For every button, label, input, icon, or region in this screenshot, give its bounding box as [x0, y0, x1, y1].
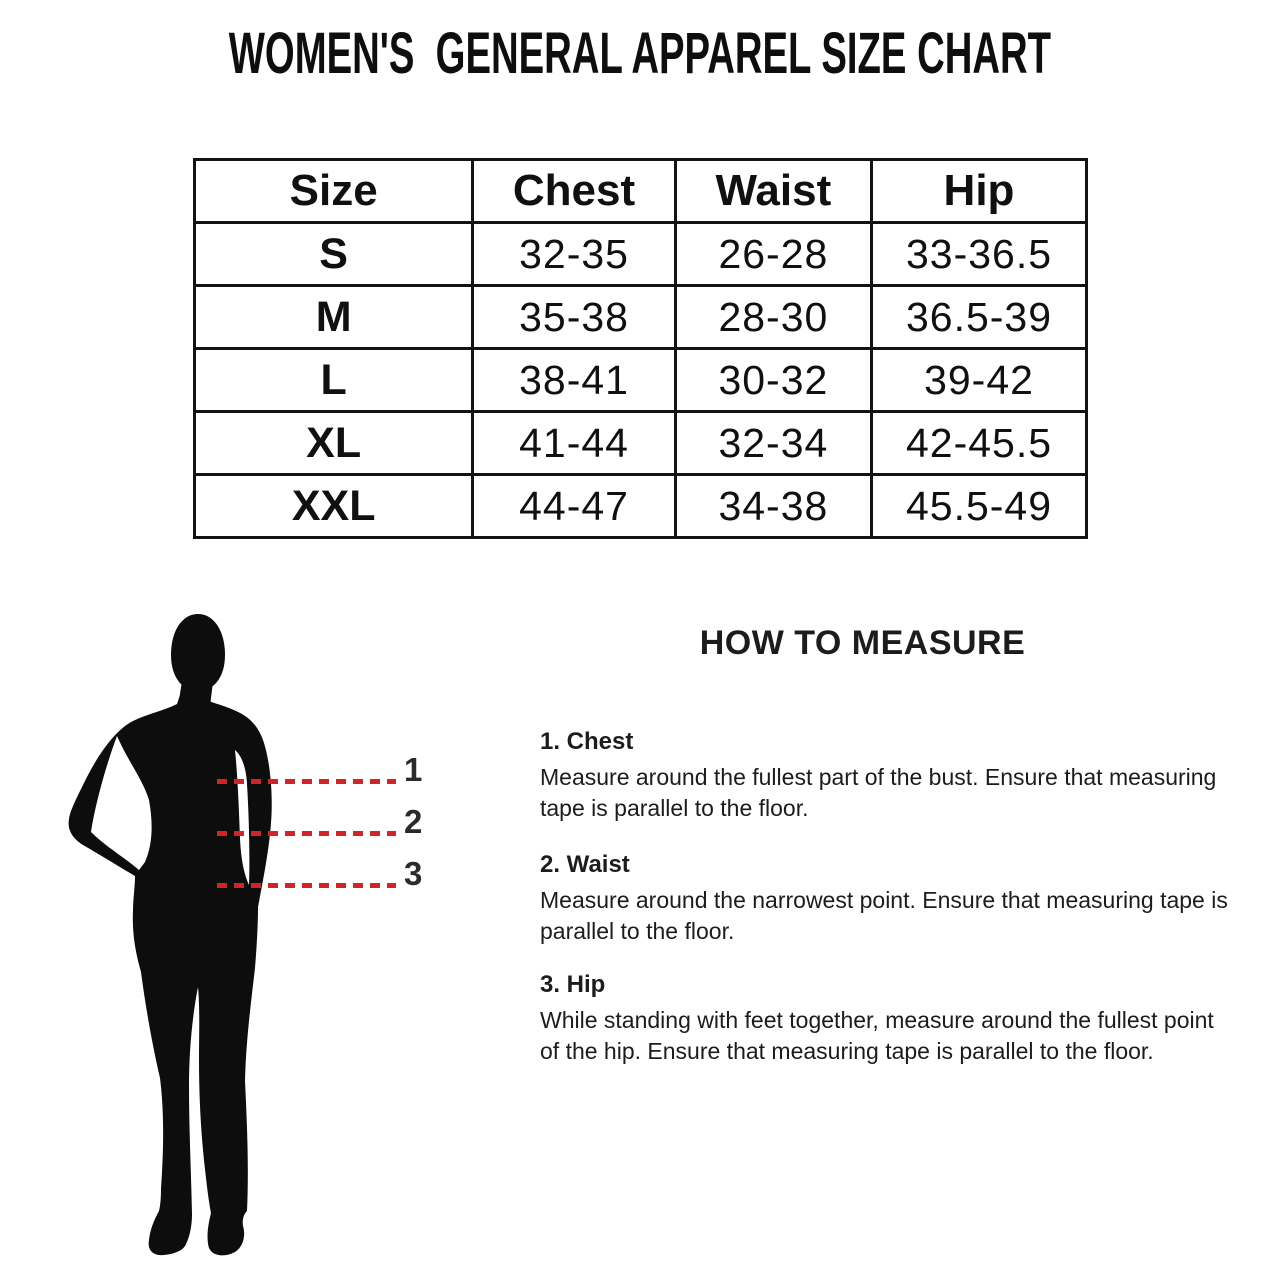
hip-cell: 33-36.5: [872, 223, 1087, 286]
measure-section-title: 2. Waist: [540, 851, 630, 878]
chest-cell: 38-41: [473, 349, 675, 412]
waist-measure-line: [217, 831, 396, 836]
hip-line-number: 3: [404, 855, 423, 892]
page-title-text: WOMEN'S GENERAL APPAREL SIZE CHART: [228, 21, 1052, 86]
measure-section-hip: [540, 970, 1230, 1066]
size-cell: M: [195, 286, 473, 349]
chest-cell: 35-38: [473, 286, 675, 349]
table-header-row: [195, 160, 1087, 223]
column-header-chest: Chest: [473, 160, 675, 223]
hip-cell: 39-42: [872, 349, 1087, 412]
table-row: [195, 286, 1087, 349]
measure-section-chest: [540, 727, 1230, 823]
measure-section-title: 3. Hip: [540, 971, 606, 998]
chest-line-number: 1: [404, 751, 423, 788]
column-header-size: Size: [195, 160, 473, 223]
column-header-waist: Waist: [675, 160, 871, 223]
female-silhouette: [65, 608, 295, 1260]
size-cell: XXL: [195, 475, 473, 538]
size-cell: L: [195, 349, 473, 412]
silhouette-body: [69, 686, 272, 1255]
waist-cell: 26-28: [675, 223, 871, 286]
hip-cell: 36.5-39: [872, 286, 1087, 349]
measure-section-text: Measure around the narrowest point. Ensure that measuring tape is parallel to the floor.: [540, 887, 1228, 944]
measure-section-text: While standing with feet together, measure around the fullest point of the hip. Ensure that measuring tape is parallel to the floor.: [540, 1007, 1214, 1064]
waist-cell: 30-32: [675, 349, 871, 412]
hip-measure-line: [217, 883, 396, 888]
measure-section-waist: [540, 850, 1230, 946]
waist-cell: 28-30: [675, 286, 871, 349]
size-cell: S: [195, 223, 473, 286]
size-chart-table: [193, 158, 1088, 539]
chest-cell: 32-35: [473, 223, 675, 286]
page-title: [0, 21, 1280, 86]
waist-cell: 32-34: [675, 412, 871, 475]
chest-cell: 41-44: [473, 412, 675, 475]
table-row: [195, 349, 1087, 412]
chest-measure-line: [217, 779, 396, 784]
table-row: [195, 223, 1087, 286]
size-cell: XL: [195, 412, 473, 475]
chest-cell: 44-47: [473, 475, 675, 538]
measure-guide-heading: HOW TO MEASURE: [699, 624, 1026, 662]
hip-cell: 45.5-49: [872, 475, 1087, 538]
table-row: [195, 412, 1087, 475]
waist-line-number: 2: [404, 803, 423, 840]
waist-cell: 34-38: [675, 475, 871, 538]
measure-section-text: Measure around the fullest part of the bust. Ensure that measuring tape is parallel to the floor.: [540, 764, 1217, 821]
hip-cell: 42-45.5: [872, 412, 1087, 475]
table-row: [195, 475, 1087, 538]
measure-section-title: 1. Chest: [540, 728, 634, 755]
column-header-hip: Hip: [872, 160, 1087, 223]
